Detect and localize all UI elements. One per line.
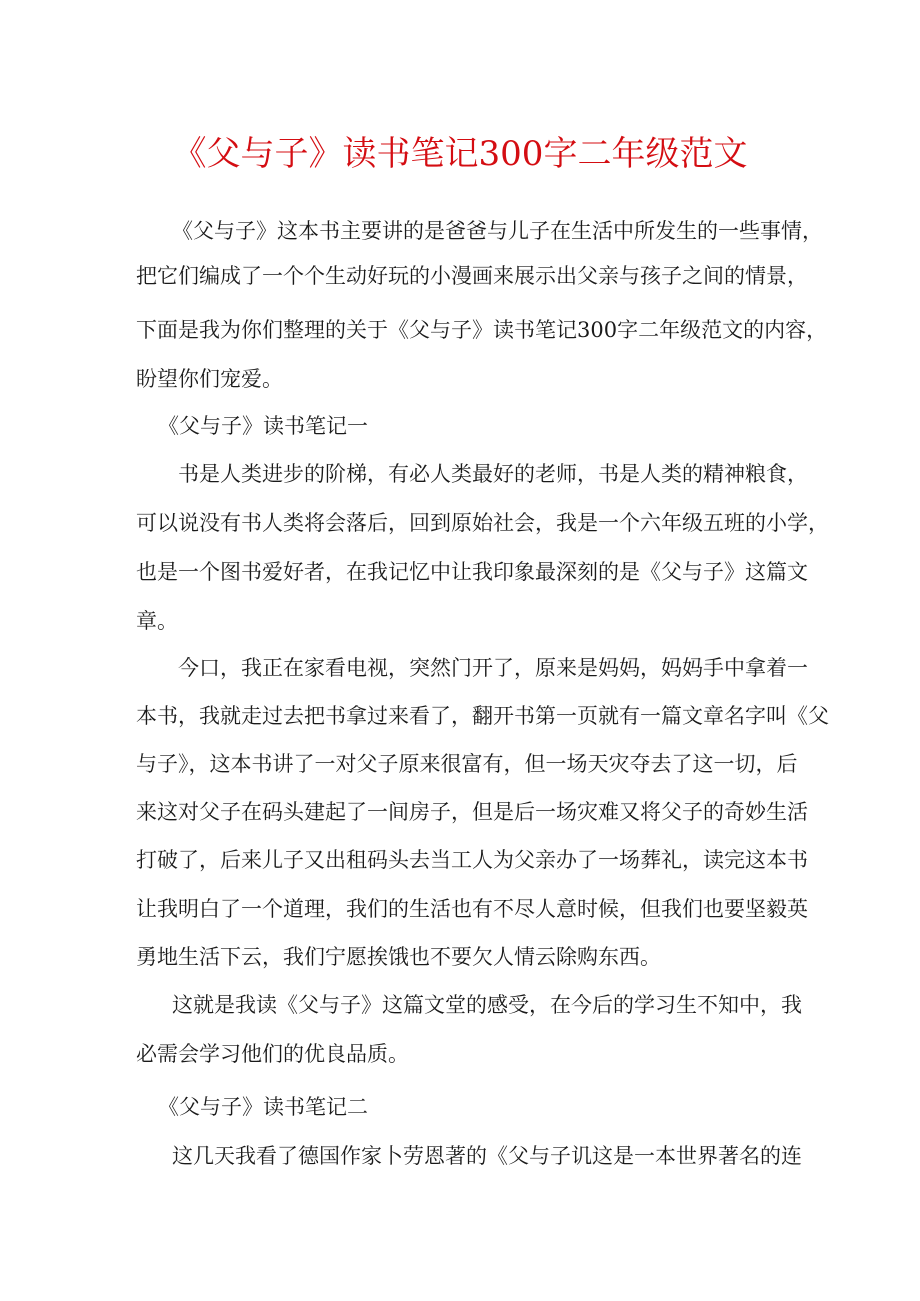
paragraph-line: 这几天我看了德国作家卜劳恩著的《父与子讥这是一本世界著名的连 — [172, 1144, 802, 1168]
paragraph-line: 可以说没有书人类将会落后，回到原始社会，我是一个六年级五班的小学， — [136, 511, 829, 535]
paragraph-line: 必需会学习他们的优良品质。 — [136, 1042, 409, 1066]
paragraph-line: 打破了，后来儿子又出租码头去当工人为父亲办了一场葬礼，读完这本书 — [136, 848, 808, 872]
paragraph-line: 《父与子》这本书主要讲的是爸爸与儿子在生活中所发生的一些事情， — [172, 219, 823, 243]
paragraph-line: 本书，我就走过去把书拿过来看了，翻开书第一页就有一篇文章名字叫《父 — [136, 704, 829, 728]
section-heading-1: 《父与子》读书笔记一 — [158, 414, 368, 438]
paragraph-line: 今口，我正在家看电视，突然门开了，原来是妈妈，妈妈手中拿着一 — [178, 656, 808, 680]
document-title: 《父与子》读书笔记300字二年级范文 — [172, 134, 748, 174]
paragraph-line: 勇地生活下云，我们宁愿挨饿也不要欠人情云除购东西。 — [136, 945, 661, 969]
section-heading-2: 《父与子》读书笔记二 — [158, 1095, 368, 1119]
paragraph-line: 书是人类进步的阶梯，有必人类最好的老师，书是人类的精神粮食， — [178, 462, 808, 486]
paragraph-line: 盼望你们宠爱。 — [136, 367, 283, 391]
paragraph-line: 下面是我为你们整理的关于《父与子》读书笔记300字二年级范文的内容， — [136, 318, 828, 342]
paragraph-line: 这就是我读《父与子》这篇文堂的感受，在今后的学习生不知中，我 — [172, 993, 802, 1017]
paragraph-line: 来这对父子在码头建起了一间房子，但是后一场灾难又将父子的奇妙生活 — [136, 800, 808, 824]
paragraph-line: 也是一个图书爱好者，在我记忆中让我印象最深刻的是《父与子》这篇文 — [136, 560, 808, 584]
paragraph-line: 章。 — [136, 609, 178, 633]
paragraph-line: 把它们编成了一个个生动好玩的小漫画来展示出父亲与孩子之间的情景， — [136, 264, 808, 288]
paragraph-line: 与子》，这本书讲了一对父子原来很富有，但一场天灾夺去了这一切，后 — [136, 752, 798, 776]
paragraph-line: 让我明白了一个道理，我们的生活也有不尽人意时候，但我们也要坚毅英 — [136, 897, 808, 921]
